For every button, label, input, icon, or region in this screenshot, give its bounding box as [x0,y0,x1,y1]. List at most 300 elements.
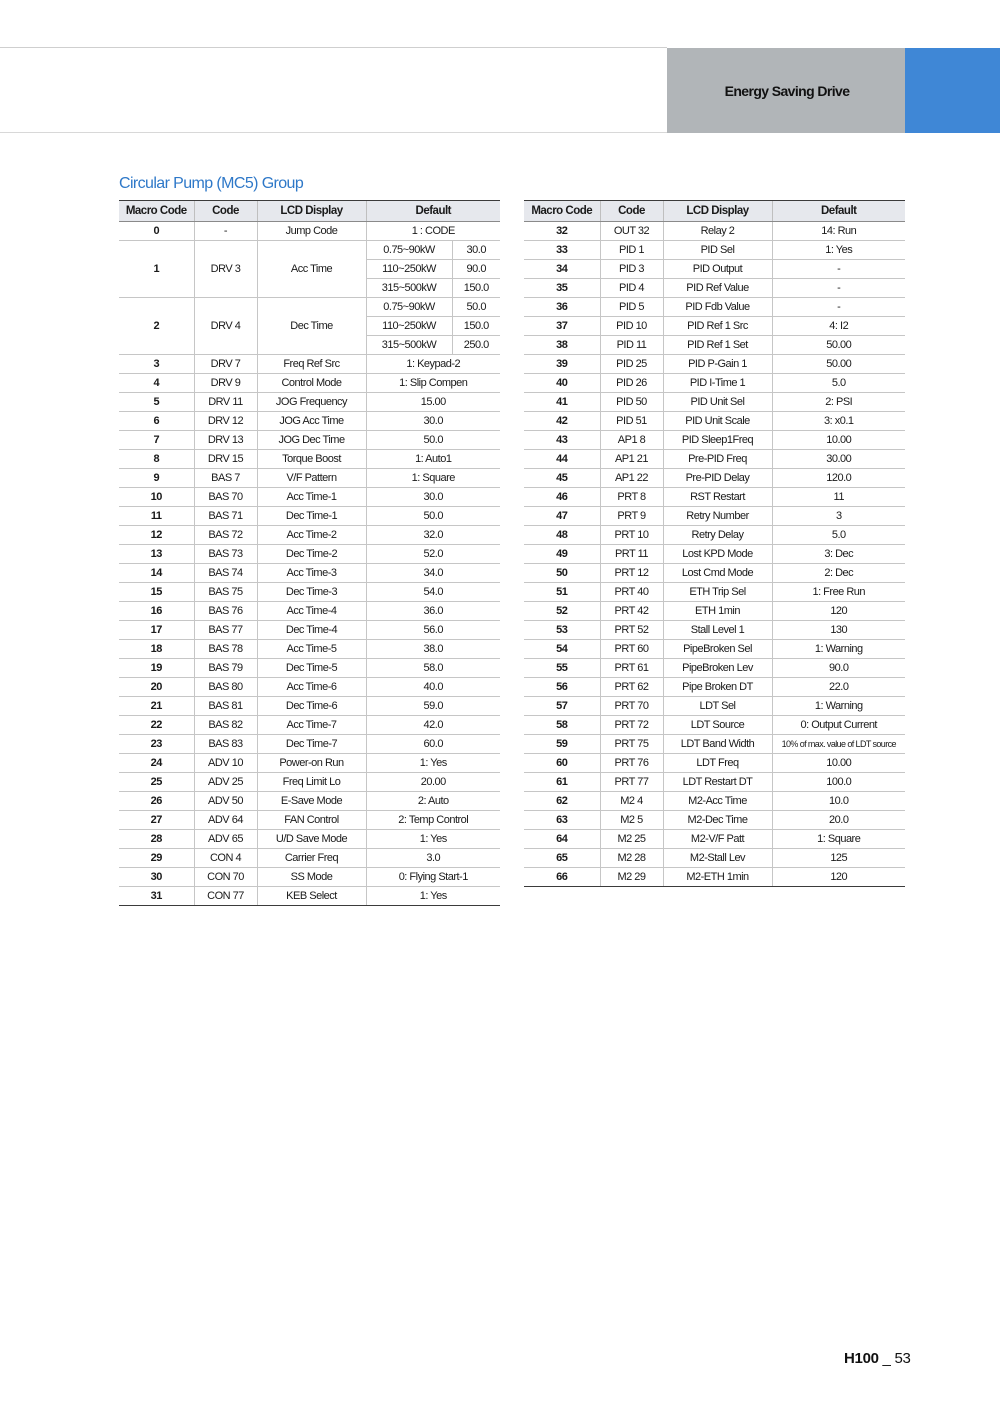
macro-code-cell: 4 [119,374,194,393]
code-cell: ADV 10 [194,754,257,773]
lcd-display-cell: JOG Frequency [257,393,366,412]
table-row [119,811,500,830]
power-range-cell: 315~500kW [366,279,452,298]
default-value-cell: 20.0 [772,811,905,830]
code-cell: AP1 22 [600,469,663,488]
code-cell: PRT 62 [600,678,663,697]
code-cell: DRV 13 [194,431,257,450]
macro-code-cell: 15 [119,583,194,602]
default-value-cell: 56.0 [366,621,500,640]
lcd-display-cell: Jump Code [257,222,366,241]
code-cell: BAS 71 [194,507,257,526]
table-row [119,564,500,583]
table-header-row [119,201,500,222]
lcd-display-cell: PID Unit Sel [663,393,772,412]
macro-code-cell: 39 [524,355,600,374]
default-value-cell: 0: Flying Start-1 [366,868,500,887]
lcd-display-cell: Dec Time-6 [257,697,366,716]
code-cell: PID 50 [600,393,663,412]
power-range-cell: 0.75~90kW [366,298,452,317]
lcd-display-cell: Acc Time-1 [257,488,366,507]
default-value-cell: 1: Square [772,830,905,849]
lcd-display-cell: RST Restart [663,488,772,507]
default-value-cell: 40.0 [366,678,500,697]
code-cell: CON 70 [194,868,257,887]
default-value-cell: 120.0 [772,469,905,488]
default-value-cell: 3: Dec [772,545,905,564]
lcd-display-cell: Control Mode [257,374,366,393]
default-value-cell: 1 : CODE [366,222,500,241]
table-row [524,336,905,355]
table-row [119,583,500,602]
lcd-display-cell: PID Ref 1 Set [663,336,772,355]
default-value-cell: 22.0 [772,678,905,697]
top-rule [0,47,667,48]
lcd-display-cell: LDT Freq [663,754,772,773]
table-row [119,393,500,412]
header-accent-block [905,48,1000,133]
lcd-display-cell: PipeBroken Sel [663,640,772,659]
default-value-cell: - [772,260,905,279]
table-row [524,507,905,526]
code-cell: PID 25 [600,355,663,374]
macro-code-cell: 22 [119,716,194,735]
code-cell: PRT 40 [600,583,663,602]
table-row [524,374,905,393]
macro-code-cell: 46 [524,488,600,507]
default-value-cell: 30.0 [452,241,500,260]
lcd-display-cell: PID Fdb Value [663,298,772,317]
table-row [524,830,905,849]
macro-code-cell: 23 [119,735,194,754]
macro-code-cell: 30 [119,868,194,887]
lcd-display-cell: LDT Source [663,716,772,735]
default-value-cell: 1: Square [366,469,500,488]
default-value-cell: 34.0 [366,564,500,583]
code-cell: M2 29 [600,868,663,887]
lcd-display-cell: PID Sleep1Freq [663,431,772,450]
code-cell: DRV 11 [194,393,257,412]
macro-code-cell: 57 [524,697,600,716]
code-cell: DRV 9 [194,374,257,393]
default-value-cell: 58.0 [366,659,500,678]
macro-code-cell: 17 [119,621,194,640]
code-cell: PID 5 [600,298,663,317]
code-cell: PID 51 [600,412,663,431]
code-cell: ADV 25 [194,773,257,792]
table-row [119,868,500,887]
table-row [524,260,905,279]
code-cell: PID 4 [600,279,663,298]
code-cell: BAS 74 [194,564,257,583]
table-row [119,792,500,811]
default-value-cell: 30.0 [366,488,500,507]
default-value-cell: 30.0 [366,412,500,431]
code-cell: DRV 4 [194,298,257,355]
table-row [119,678,500,697]
macro-code-cell: 47 [524,507,600,526]
default-value-cell: 1: Keypad-2 [366,355,500,374]
table-row [119,830,500,849]
page-number: 53 [894,1350,911,1367]
code-cell: BAS 83 [194,735,257,754]
code-cell: DRV 12 [194,412,257,431]
table-row [524,469,905,488]
lcd-display-cell: Dec Time-4 [257,621,366,640]
macro-code-cell: 38 [524,336,600,355]
code-cell: PRT 42 [600,602,663,621]
code-cell: PRT 72 [600,716,663,735]
macro-code-cell: 49 [524,545,600,564]
lcd-display-cell: LDT Sel [663,697,772,716]
lcd-display-cell: JOG Acc Time [257,412,366,431]
footer-separator: _ [878,1350,895,1367]
lcd-display-cell: Retry Number [663,507,772,526]
lcd-display-cell: M2-Acc Time [663,792,772,811]
column-header-macro-code: Macro Code [524,201,600,222]
table-row [119,773,500,792]
table-header-row [524,201,905,222]
macro-code-cell: 27 [119,811,194,830]
lcd-display-cell: Relay 2 [663,222,772,241]
code-cell: PRT 60 [600,640,663,659]
macro-code-cell: 0 [119,222,194,241]
lcd-display-cell: Freq Limit Lo [257,773,366,792]
lcd-display-cell: Acc Time-7 [257,716,366,735]
table-row [524,545,905,564]
table-row [119,849,500,868]
default-value-cell: 4: I2 [772,317,905,336]
table-row [524,564,905,583]
table-row [119,526,500,545]
default-value-cell: 1: Warning [772,640,905,659]
default-value-cell: 38.0 [366,640,500,659]
macro-code-cell: 42 [524,412,600,431]
code-cell: PRT 75 [600,735,663,754]
table-row [524,716,905,735]
code-cell: BAS 73 [194,545,257,564]
lcd-display-cell: Dec Time-5 [257,659,366,678]
table-row [524,621,905,640]
default-value-cell: 90.0 [452,260,500,279]
table-row [524,659,905,678]
table-row [119,716,500,735]
table-row [119,450,500,469]
header-divider [0,132,667,133]
lcd-display-cell: PID I-Time 1 [663,374,772,393]
table-row [119,545,500,564]
macro-code-cell: 53 [524,621,600,640]
code-cell: BAS 75 [194,583,257,602]
lcd-display-cell: M2-V/F Patt [663,830,772,849]
code-cell: BAS 79 [194,659,257,678]
table-row [524,602,905,621]
macro-code-cell: 44 [524,450,600,469]
macro-code-cell: 28 [119,830,194,849]
lcd-display-cell: Freq Ref Src [257,355,366,374]
lcd-display-cell: Acc Time [257,241,366,298]
default-value-cell: 36.0 [366,602,500,621]
lcd-display-cell: Dec Time-2 [257,545,366,564]
code-cell: CON 4 [194,849,257,868]
table-row [524,298,905,317]
macro-code-cell: 26 [119,792,194,811]
macro-code-cell: 64 [524,830,600,849]
default-value-cell: 90.0 [772,659,905,678]
table-row [119,735,500,754]
lcd-display-cell: Lost Cmd Mode [663,564,772,583]
macro-code-cell: 5 [119,393,194,412]
table-row [524,450,905,469]
section-title: Circular Pump (MC5) Group [119,175,304,192]
macro-code-cell: 1 [119,241,194,298]
code-cell: DRV 15 [194,450,257,469]
lcd-display-cell: Carrier Freq [257,849,366,868]
default-value-cell: 50.00 [772,355,905,374]
table-row [119,298,500,317]
macro-code-cell: 25 [119,773,194,792]
lcd-display-cell: M2-Dec Time [663,811,772,830]
lcd-display-cell: E-Save Mode [257,792,366,811]
default-value-cell: 1: Slip Compen [366,374,500,393]
code-cell: BAS 81 [194,697,257,716]
table-row [524,317,905,336]
default-value-cell: - [772,298,905,317]
macro-code-cell: 61 [524,773,600,792]
macro-code-cell: 50 [524,564,600,583]
table-row [119,621,500,640]
table-row [119,488,500,507]
code-cell: BAS 82 [194,716,257,735]
code-cell: DRV 3 [194,241,257,298]
default-value-cell: 2: Temp Control [366,811,500,830]
power-range-cell: 110~250kW [366,317,452,336]
code-cell: - [194,222,257,241]
lcd-display-cell: JOG Dec Time [257,431,366,450]
default-value-cell: 1: Free Run [772,583,905,602]
column-header-code: Code [194,201,257,222]
macro-code-cell: 29 [119,849,194,868]
code-cell: PID 26 [600,374,663,393]
macro-code-cell: 16 [119,602,194,621]
lcd-display-cell: Dec Time [257,298,366,355]
default-value-cell: 32.0 [366,526,500,545]
macro-code-cell: 3 [119,355,194,374]
table-row [119,469,500,488]
default-value-cell: 2: PSI [772,393,905,412]
code-cell: M2 4 [600,792,663,811]
table-row [524,393,905,412]
table-row [524,754,905,773]
lcd-display-cell: PID Unit Scale [663,412,772,431]
macro-code-cell: 55 [524,659,600,678]
column-header-code: Code [600,201,663,222]
table-row [119,412,500,431]
default-value-cell: 5.0 [772,374,905,393]
default-value-cell: 3: x0.1 [772,412,905,431]
lcd-display-cell: SS Mode [257,868,366,887]
default-value-cell: 60.0 [366,735,500,754]
parameter-table-left [119,200,500,906]
lcd-display-cell: ETH 1min [663,602,772,621]
code-cell: PID 3 [600,260,663,279]
default-value-cell: 150.0 [452,317,500,336]
macro-code-cell: 66 [524,868,600,887]
column-header-macro-code: Macro Code [119,201,194,222]
code-cell: ADV 64 [194,811,257,830]
default-value-cell: 1: Auto1 [366,450,500,469]
default-value-cell: 59.0 [366,697,500,716]
code-cell: M2 25 [600,830,663,849]
default-value-cell: 50.0 [366,431,500,450]
lcd-display-cell: Stall Level 1 [663,621,772,640]
lcd-display-cell: LDT Band Width [663,735,772,754]
macro-code-cell: 41 [524,393,600,412]
table-row [524,640,905,659]
macro-code-cell: 9 [119,469,194,488]
code-cell: BAS 80 [194,678,257,697]
macro-code-cell: 51 [524,583,600,602]
default-value-cell: 10.0 [772,792,905,811]
code-cell: ADV 50 [194,792,257,811]
table-row [119,355,500,374]
table-row [119,507,500,526]
table-row [524,868,905,887]
power-range-cell: 110~250kW [366,260,452,279]
column-header-lcd-display: LCD Display [257,201,366,222]
code-cell: BAS 78 [194,640,257,659]
lcd-display-cell: Torque Boost [257,450,366,469]
default-value-cell: 50.0 [452,298,500,317]
code-cell: PID 1 [600,241,663,260]
macro-code-cell: 10 [119,488,194,507]
lcd-display-cell: Acc Time-6 [257,678,366,697]
code-cell: BAS 70 [194,488,257,507]
default-value-cell: 1: Yes [772,241,905,260]
lcd-display-cell: PID Ref Value [663,279,772,298]
default-value-cell: 10.00 [772,431,905,450]
lcd-display-cell: Dec Time-7 [257,735,366,754]
table-row [524,279,905,298]
table-row [119,431,500,450]
macro-code-cell: 60 [524,754,600,773]
macro-code-cell: 62 [524,792,600,811]
code-cell: M2 28 [600,849,663,868]
table-row [524,222,905,241]
default-value-cell: 3.0 [366,849,500,868]
lcd-display-cell: PID P-Gain 1 [663,355,772,374]
table-row [119,241,500,260]
default-value-cell: 50.00 [772,336,905,355]
macro-code-cell: 58 [524,716,600,735]
default-value-cell: 1: Yes [366,887,500,906]
table-row [524,526,905,545]
table-row [524,412,905,431]
lcd-display-cell: KEB Select [257,887,366,906]
table-row [119,640,500,659]
table-row [524,678,905,697]
lcd-display-cell: PID Ref 1 Src [663,317,772,336]
header-band [667,48,905,133]
code-cell: PRT 77 [600,773,663,792]
lcd-display-cell: Pre-PID Delay [663,469,772,488]
table-row [524,792,905,811]
code-cell: AP1 21 [600,450,663,469]
column-header-lcd-display: LCD Display [663,201,772,222]
code-cell: PRT 76 [600,754,663,773]
default-value-cell: 11 [772,488,905,507]
table-row [524,811,905,830]
lcd-display-cell: Pre-PID Freq [663,450,772,469]
macro-code-cell: 59 [524,735,600,754]
lcd-display-cell: Power-on Run [257,754,366,773]
macro-code-cell: 43 [524,431,600,450]
header-title: Energy Saving Drive [724,82,850,99]
code-cell: PRT 8 [600,488,663,507]
code-cell: PID 11 [600,336,663,355]
code-cell: PRT 52 [600,621,663,640]
lcd-display-cell: Acc Time-4 [257,602,366,621]
table-row [524,355,905,374]
code-cell: PRT 70 [600,697,663,716]
macro-code-cell: 18 [119,640,194,659]
table-row [119,222,500,241]
lcd-display-cell: Acc Time-3 [257,564,366,583]
code-cell: BAS 72 [194,526,257,545]
lcd-display-cell: Retry Delay [663,526,772,545]
default-value-cell: 20.00 [366,773,500,792]
power-range-cell: 315~500kW [366,336,452,355]
code-cell: BAS 77 [194,621,257,640]
macro-code-cell: 11 [119,507,194,526]
macro-code-cell: 35 [524,279,600,298]
macro-code-cell: 6 [119,412,194,431]
table-row [119,374,500,393]
column-header-default: Default [772,201,905,222]
lcd-display-cell: V/F Pattern [257,469,366,488]
default-value-cell: 3 [772,507,905,526]
macro-code-cell: 12 [119,526,194,545]
macro-code-cell: 13 [119,545,194,564]
lcd-display-cell: Dec Time-1 [257,507,366,526]
code-cell: BAS 76 [194,602,257,621]
macro-code-cell: 31 [119,887,194,906]
table-row [524,583,905,602]
code-cell: PRT 10 [600,526,663,545]
lcd-display-cell: FAN Control [257,811,366,830]
lcd-display-cell: ETH Trip Sel [663,583,772,602]
macro-code-cell: 36 [524,298,600,317]
table-row [524,431,905,450]
table-row [119,697,500,716]
default-value-cell: 10.00 [772,754,905,773]
code-cell: BAS 7 [194,469,257,488]
macro-code-cell: 14 [119,564,194,583]
page-footer [844,1350,911,1367]
lcd-display-cell: Pipe Broken DT [663,678,772,697]
model-name: H100 [844,1350,879,1367]
default-value-cell: 50.0 [366,507,500,526]
default-value-cell: 2: Dec [772,564,905,583]
macro-code-cell: 54 [524,640,600,659]
lcd-display-cell: U/D Save Mode [257,830,366,849]
code-cell: PID 10 [600,317,663,336]
default-value-cell: 42.0 [366,716,500,735]
macro-code-cell: 32 [524,222,600,241]
default-value-cell: 52.0 [366,545,500,564]
default-value-cell: 1: Yes [366,754,500,773]
default-value-cell: 125 [772,849,905,868]
